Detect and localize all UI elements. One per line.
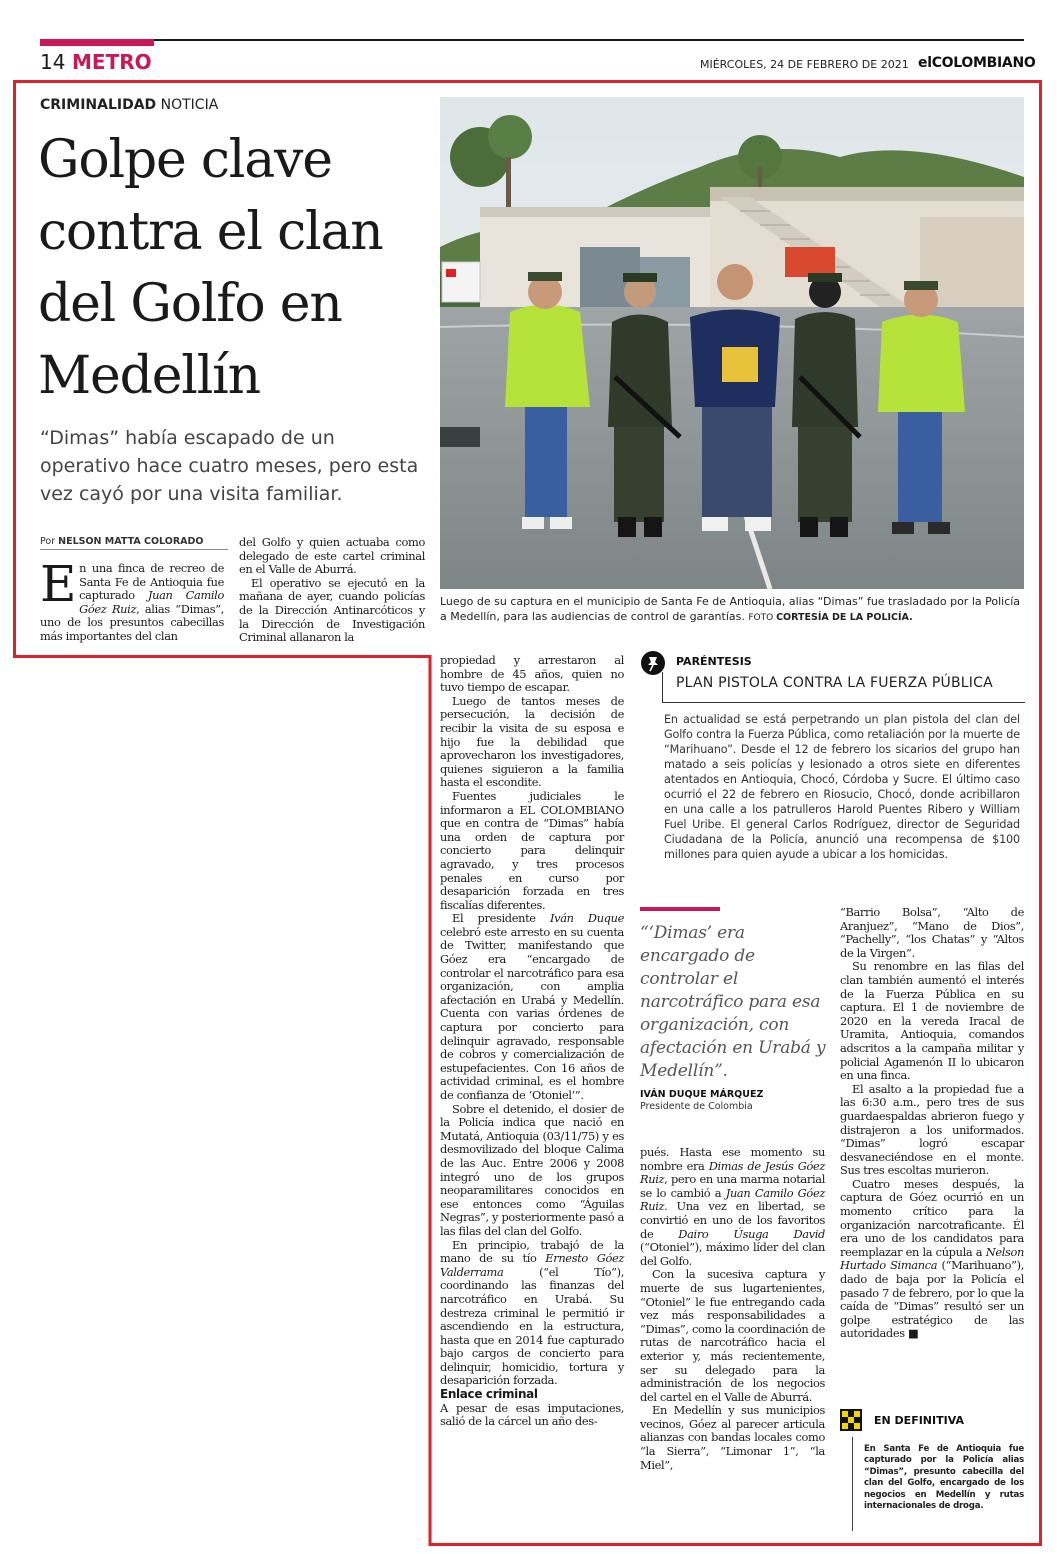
paragraph: propiedad y arrestaron al hombre de 45 años, quien no tuvo tiempo de escapar. (440, 653, 624, 695)
article-column-2 (239, 536, 425, 645)
publication-date: MIÉRCOLES, 24 DE FEBRERO DE 2021 (700, 58, 909, 71)
section-name: METRO (72, 50, 152, 74)
photo-credit: CORTESÍA DE LA POLICÍA. (776, 612, 913, 623)
article-column-5 (840, 906, 1024, 1341)
photo-caption: Luego de su captura en el municipio de Santa Fe de Antioquia, alias “Dimas” fue trasladado por la Policía a Medellín, para las audiencias de control de garantías. FOTO CORTESÍA DE LA POLICÍA. (440, 595, 1021, 623)
parentesis-text: En actualidad se está perpetrando un plan pistola del clan del Golfo contra la Fuerza Pública, como retaliación por la muerte de “Marihuano”. Desde el 12 de febrero los sicarios del grupo han matado a seis policías y lesionado a otros siete en diferentes atentados en Antioquia, Chocó, Córdoba y Sucre. El último caso ocurrió el 22 de febrero en Riosucio, Chocó, donde acribillaron en una calle a los patrulleros Harold Puentes Ribero y William Fuel Uribe. El general Carlos Rodríguez, director de Seguridad Ciudadana de la Policía, anunció una recompensa de $100 millones para quien ayude a ubicar a los homicidas. (664, 713, 1020, 861)
drop-cap: E (40, 555, 77, 613)
byline: Por NELSON MATTA COLORADO (40, 536, 204, 547)
pull-quote: “‘Dimas’ era encargado de controlar el narcotráfico para esa organización, con afectación en Urabá y Medellín”. (640, 923, 826, 1081)
quote-rule (640, 907, 720, 911)
headline: Golpe clave contra el clan del Golfo en Medellín (38, 130, 383, 406)
paragraph: Con la sucesiva captura y muerte de sus lugartenientes, “Otoniel” le fue entregando cada vez más responsabilidades a “Dimas”, como la coordinación de rutas de narcotráfico hacia el exterior y, más recientemente, ser su delegado para la administración de los negocios del cartel en el Valle de Aburrá. (640, 1267, 825, 1404)
quote-author-role: Presidente de Colombia (640, 1101, 753, 1112)
paragraph: A pesar de esas imputaciones, salió de la cárcel un año des- (440, 1400, 624, 1429)
paragraph: “Barrio Bolsa”, “Alto de Aranjuez”, “Mano de Dios”, “Pachelly”, “los Chatas” y “Altos de la Virgen”. (840, 905, 1024, 960)
paragraph: El asalto a la propiedad fue a las 6:30 a.m., pero tres de sus guardaespaldas abrieron fuego y distrajeron a los uniformados. “Dimas” logró escapar desvaneciéndose en el monte. Sus tres escoltas murieron. (840, 1081, 1024, 1178)
byline-rule (40, 549, 228, 550)
en-definitiva-label: EN DEFINITIVA (874, 1414, 964, 1427)
deck: “Dimas” había escapado de un operativo hace cuatro meses, pero esta vez cayó por una visita familiar. (40, 427, 419, 505)
paragraph: El operativo se ejecutó en la mañana de ayer, cuando policías de la Dirección Antinarcóticos y la Dirección de Investigación Criminal allanaron la (239, 575, 425, 645)
paragraph: El presidente Iván Duque celebró este arresto en su cuenta de Twitter, manifestando que Góez era “encargado de controlar el narcotráfico para esa organización, con amplia afectación en Urabá y Medellín. Cuenta con varias órdenes de captura por concierto para delinquir agravado, responsable de cobros y comercialización de estupefacientes. Con 16 años de actividad criminal, es el hombre de confianza de ‘Otoniel’”. (440, 911, 624, 1102)
kicker-category: CRIMINALIDAD (40, 97, 157, 113)
parentesis-label: PARÉNTESIS (676, 655, 752, 668)
top-rule (40, 39, 1024, 41)
subheading: Enlace criminal (440, 1387, 538, 1402)
paragraph: Sobre el detenido, el dosier de la Policía indica que nació en Mutatá, Antioquia (03/11/75) y es desmovilizado del bloque Calima de las Auc. Entre 2006 y 2008 integró uno de los grupos neoparamilitares conocidos en ese entonces como “Águilas Negras”, y posteriormente pasó a las filas del clan del Golfo. (440, 1101, 624, 1238)
photo-illustration (440, 97, 1024, 589)
paragraph: En principio, trabajó de la mano de su tío Ernesto Góez Valderrama (“el Tío”), coordinando las finanzas del narcotráfico en Urabá. Su destreza criminal le permitió ir ascendiendo en la estructura, hasta que en 2014 fue capturado bajo cargos de concierto para delinquir, homicidio, tortura y desaparición forzada. (440, 1237, 624, 1388)
paragraph: En Medellín y sus municipios vecinos, Góez al parecer articula alianzas con bandas locales como “la Sierra”, “Limonar 1”, “la Miel”, (640, 1403, 825, 1472)
kicker-type: NOTICIA (156, 97, 219, 113)
article-column-4 (640, 1146, 825, 1472)
page-number: 14 (40, 50, 66, 74)
en-definitiva-text: En Santa Fe de Antioquia fue capturado por la Policía alias “Dimas”, presunto cabecilla del clan del Golfo, encargado de los negocios en Medellín y rutas internacionales de droga. (864, 1444, 1024, 1512)
byline-author: NELSON MATTA COLORADO (58, 536, 204, 547)
paragraph: Su renombre en las filas del clan también aumentó el interés de la Fuerza Pública en su captura. El 1 de noviembre de 2020 en la vereda Iracal de Uramita, Antioquia, comandos adscritos a la campaña militar y policial Agamenón II lo ubicaron en una finca. (840, 959, 1024, 1083)
newspaper-logo: elCOLOMBIANO (918, 55, 1036, 71)
news-photo (440, 97, 1024, 589)
paragraph: Cuatro meses después, la captura de Góez ocurrió en un momento crítico para la organización narcotraficante. Él era uno de los candidatos para reemplazar en la cúpula a Nelson Hurtado Simanca (“Marihuano”), dado de baja por la Policía el pasado 7 de febrero, por lo que la caída de “Dimas” resultó ser un golpe estratégico de las autoridades ■ (840, 1176, 1024, 1341)
paragraph: pués. Hasta ese momento su nombre era Dimas de Jesús Góez Ruiz, pero en una marma notarial se lo cambió a Juan Camilo Góez Ruiz. Una vez en libertad, se convirtió en uno de los favoritos de Dairo Úsuga David (“Otoniel”), máximo líder del clan del Golfo. (640, 1145, 826, 1268)
parentesis-title: PLAN PISTOLA CONTRA LA FUERZA PÚBLICA (676, 675, 993, 691)
end-mark: ■ (908, 1326, 919, 1341)
paragraph: Fuentes judiciales le informaron a EL COLOMBIANO que en contra de “Dimas” había una orden de captura por concierto para delinquir agravado, y tres procesos penales en curso por desaparición forzada en tres fiscalías diferentes. (440, 788, 624, 912)
paragraph: En una finca de recreo de Santa Fe de Antioquia fue capturado Juan Camilo Góez Ruiz, alias “Dimas”, uno de los presuntos cabecillas más importantes del clan (40, 555, 224, 643)
article-column-1 (40, 555, 224, 644)
paragraph: del Golfo y quien actuaba como delegado de este cartel criminal en el Valle de Aburrá. (239, 535, 425, 577)
kicker (40, 97, 218, 113)
section-color-bar (40, 39, 154, 46)
article-column-3 (440, 654, 624, 1429)
checkered-icon (840, 1409, 862, 1431)
photo-credit-label: FOTO (748, 613, 777, 623)
quote-author: IVÁN DUQUE MÁRQUEZ (640, 1089, 764, 1100)
paragraph: Luego de tantos meses de persecución, la decisión de recibir la visita de su esposa e hijo fue la debilidad que aprovecharon los investigadores, quienes siguieron a la familia hasta el escondite. (440, 693, 624, 790)
